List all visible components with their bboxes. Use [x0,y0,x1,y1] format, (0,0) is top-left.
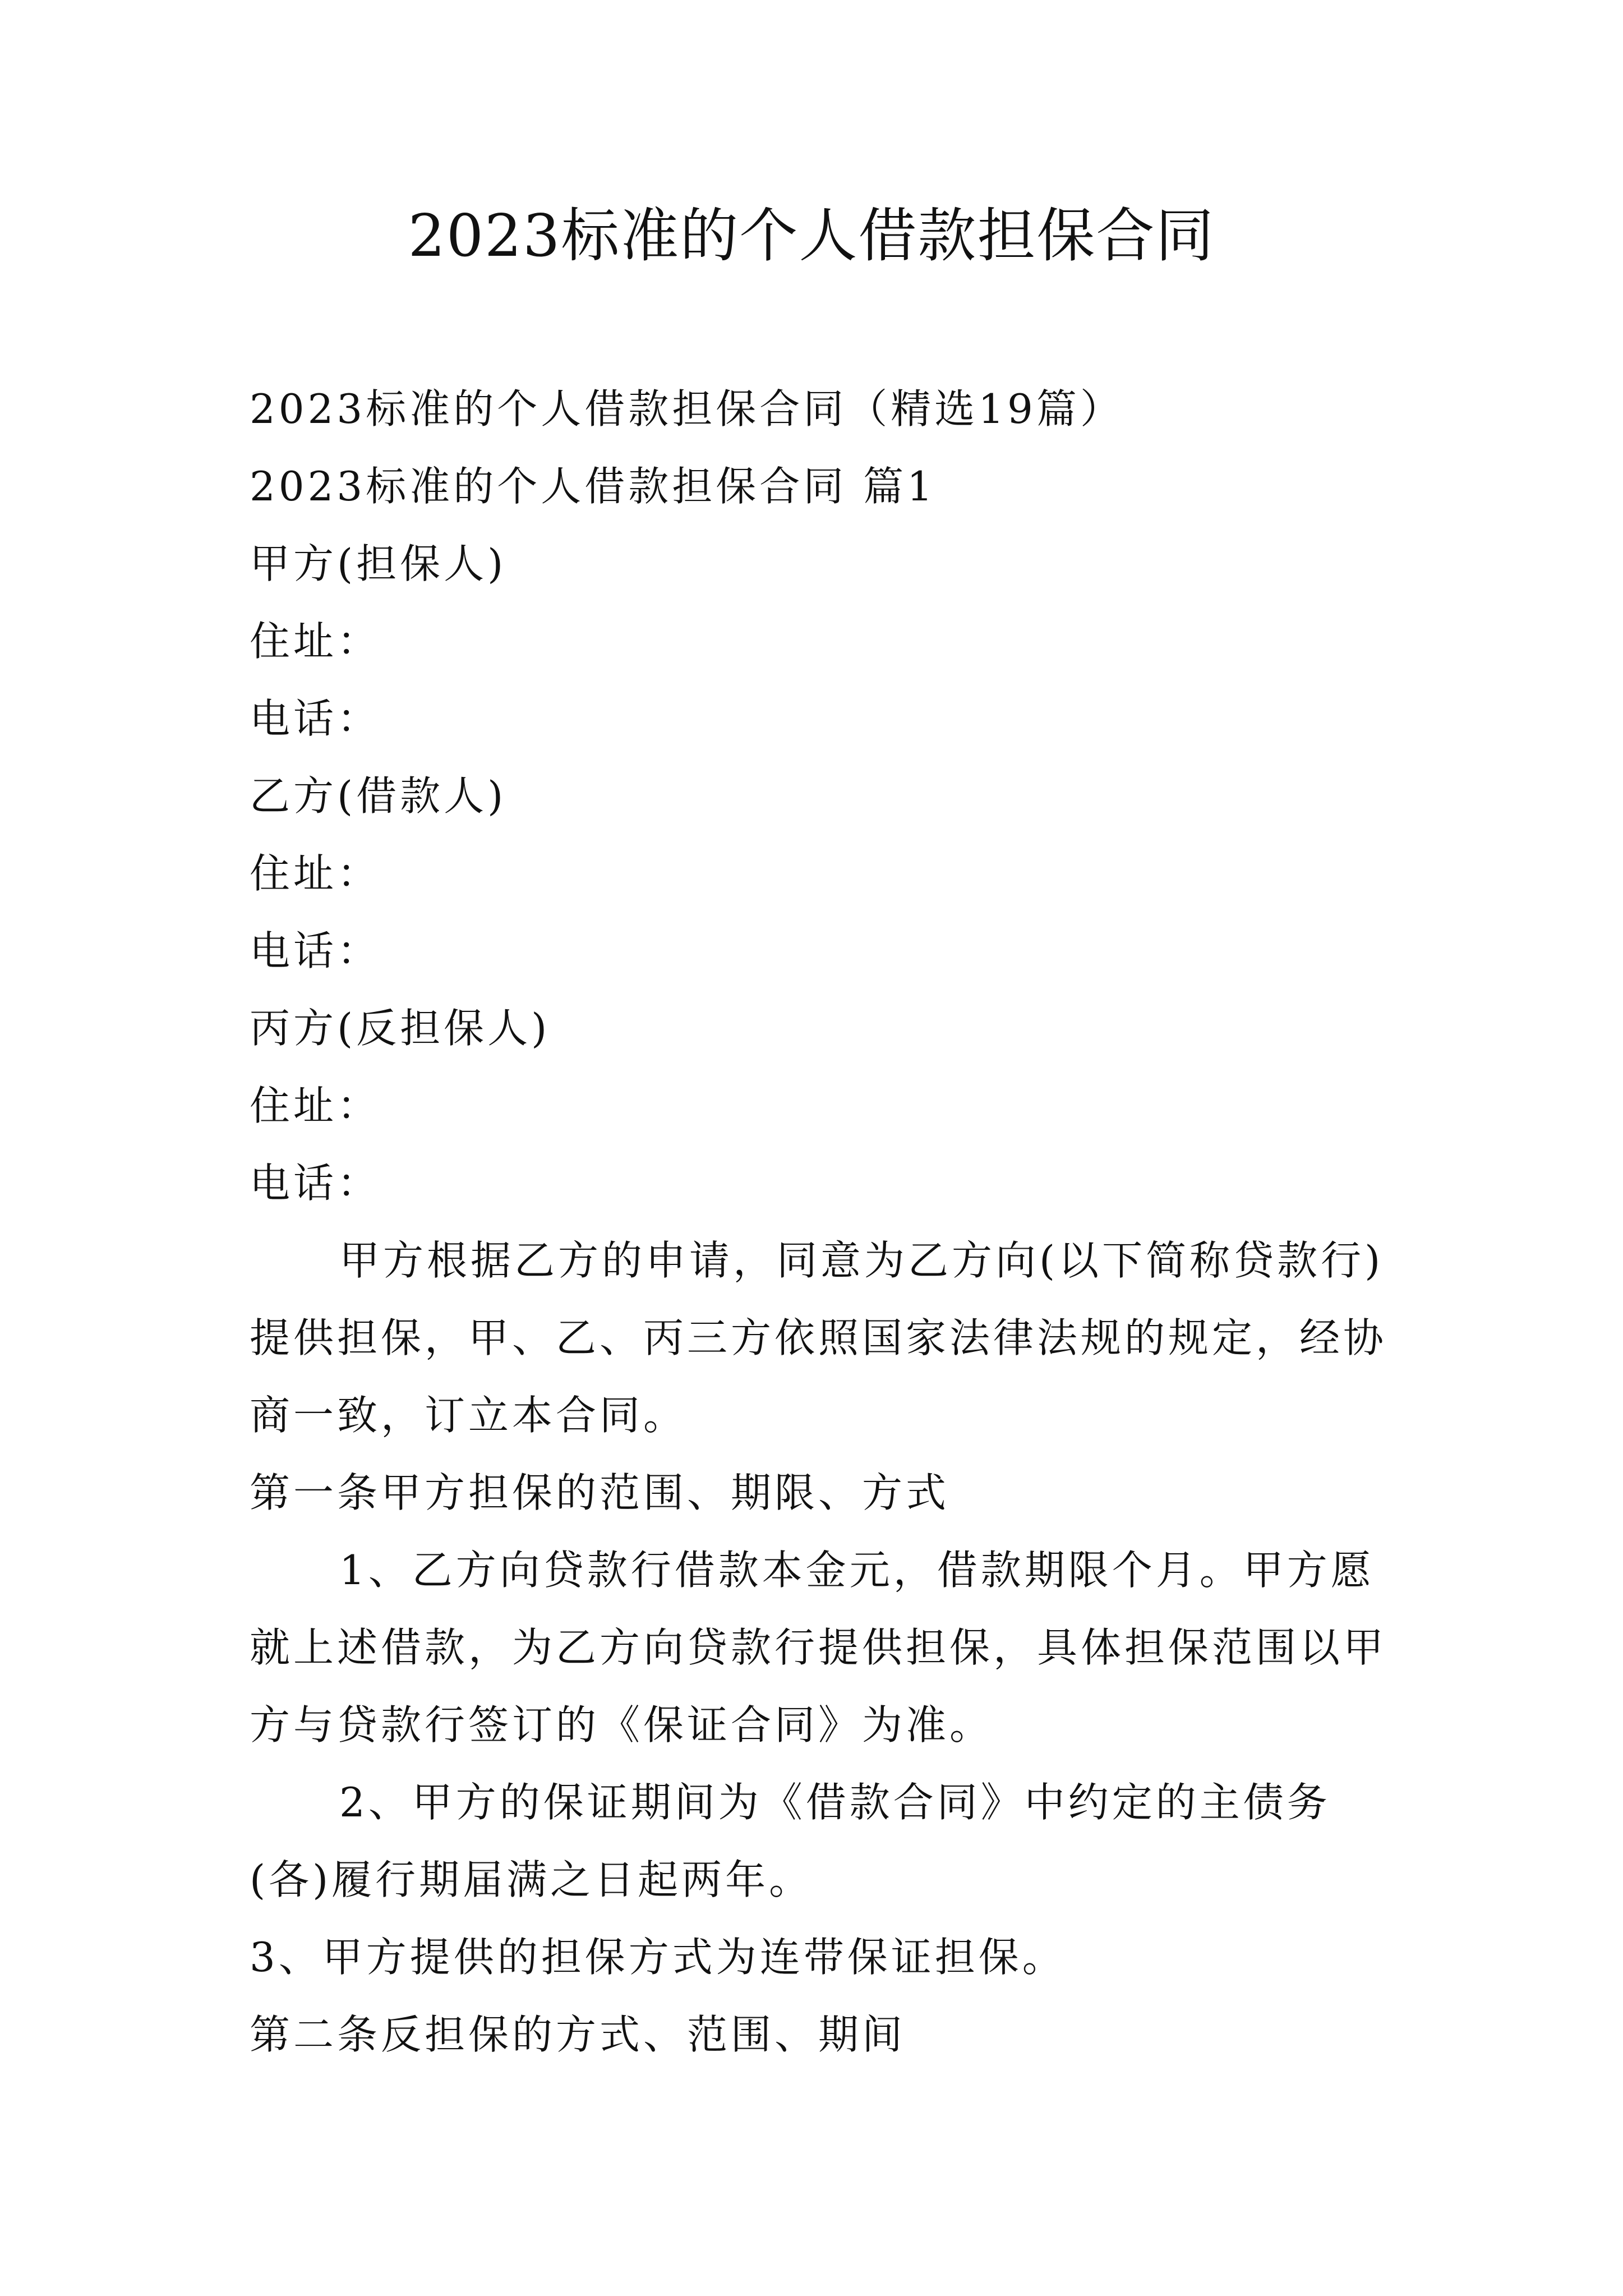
document-subtitle: 2023标准的个人借款担保合同（精选19篇） [250,385,1124,432]
party-a-address: 住址： [250,618,381,665]
article-2-heading: 第二条反担保的方式、范围、期间 [250,2011,906,2058]
party-c-address: 住址： [250,1082,381,1129]
article-1-item-2: 2、甲方的保证期间为《借款合同》中约定的主债务(各)履行期届满之日起两年。 [250,1779,1331,1903]
article-1-item-1: 1、乙方向贷款行借款本金元，借款期限个月。甲方愿就上述借款，为乙方向贷款行提供担保，具体担保范围以甲方与贷款行签订的《保证合同》为准。 [250,1547,1387,1749]
preamble-paragraph: 甲方根据乙方的申请，同意为乙方向(以下简称贷款行)提供担保，甲、乙、丙三方依照国家法律法规的规定，经协商一致，订立本合同。 [250,1237,1387,1439]
party-b-phone: 电话： [250,927,381,974]
party-c-phone: 电话： [250,1159,381,1207]
party-a-phone: 电话： [250,695,381,742]
party-a-label: 甲方(担保人) [250,540,507,587]
party-c-label: 丙方(反担保人) [250,1005,551,1052]
party-b-address: 住址： [250,850,381,897]
article-1-heading: 第一条甲方担保的范围、期限、方式 [250,1469,950,1516]
section-heading: 2023标准的个人借款担保合同 篇1 [250,463,936,510]
document-title: 2023标准的个人借款担保合同 [408,201,1215,270]
article-1-item-3: 3、甲方提供的担保方式为连带保证担保。 [250,1934,1066,1981]
party-b-label: 乙方(借款人) [250,772,507,820]
document-body [250,370,1394,2073]
